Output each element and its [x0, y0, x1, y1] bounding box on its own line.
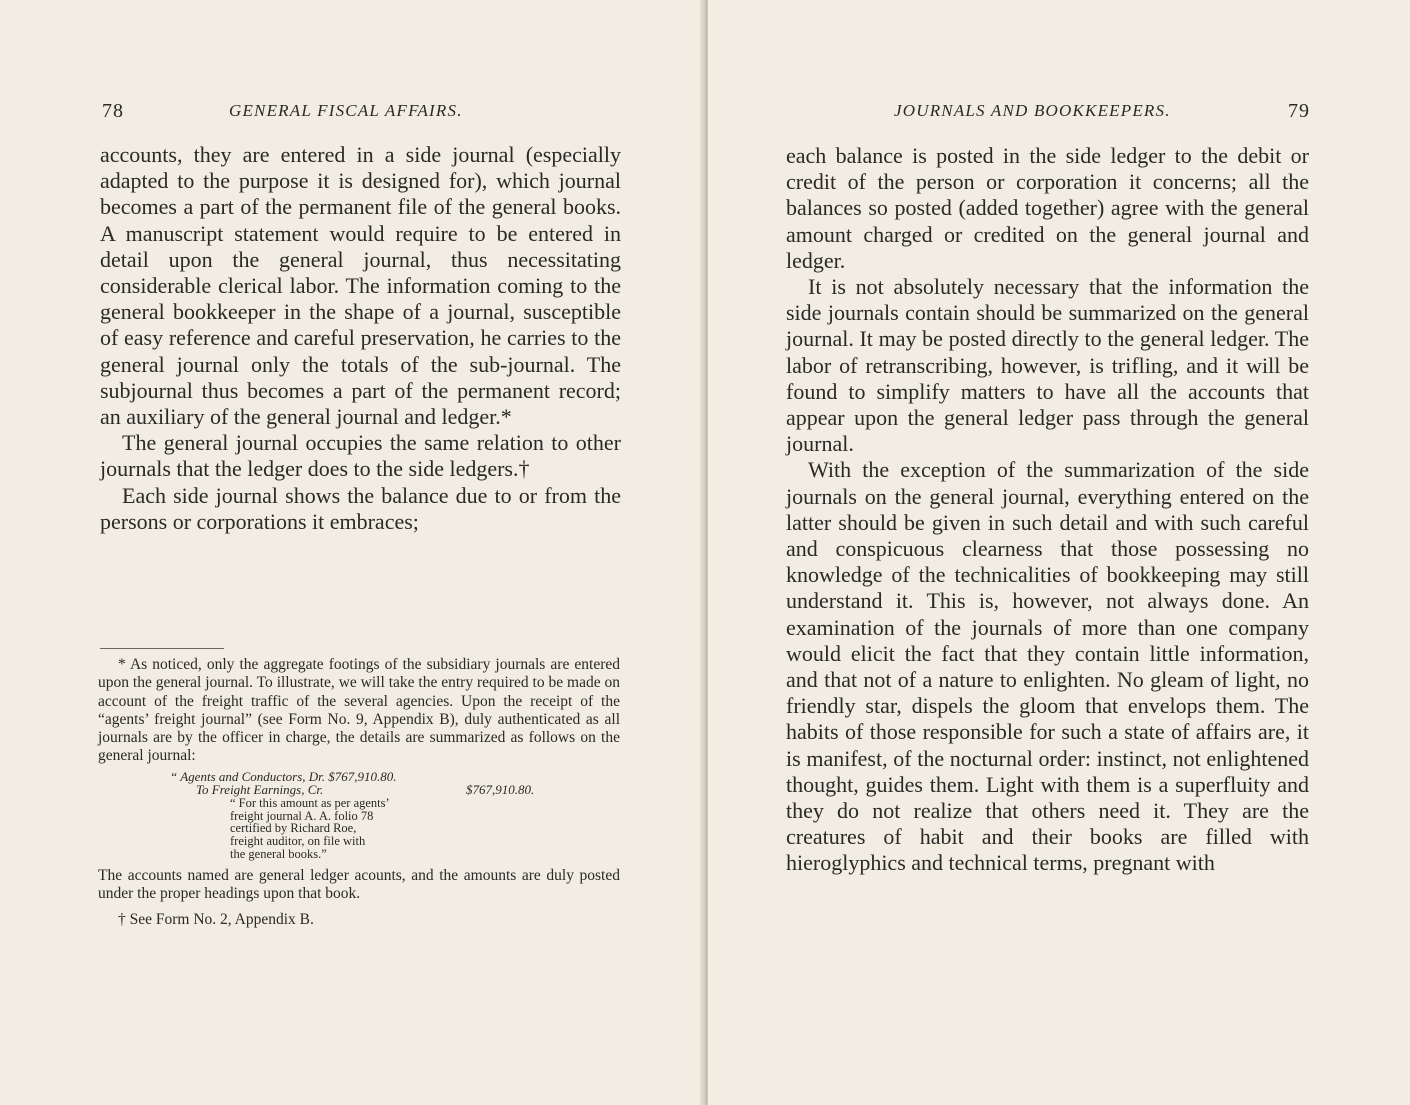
left-page-header: [0, 100, 704, 128]
left-page-number: 78: [102, 100, 124, 122]
footnote-rule: [100, 648, 224, 649]
right-paragraph-2: It is not absolutely necessary that the information the side journals contain should be summarized on the general journal. It may be posted directly to the general ledger. The labor of retranscribing, however, is trifling, and it will be found to simplify matters to have all the accounts that appear upon the general ledger pass through the general journal.: [786, 274, 1309, 457]
right-running-head: JOURNALS AND BOOKKEEPERS.: [894, 101, 1171, 120]
journal-entry-credit-amount: $767,910.80.: [466, 781, 535, 797]
journal-entry-explanation-3: certified by Richard Roe,: [230, 821, 357, 836]
footnote-continuation: The accounts named are general ledger acounts, and the amounts are duly posted under the proper headings upon that book.: [98, 866, 620, 903]
left-paragraph-3: Each side journal shows the balance due to or from the persons or corporations it embraces;: [100, 482, 621, 534]
right-page-number: 79: [1288, 100, 1310, 122]
footnote-star: * As noticed, only the aggregate footings of the subsidiary journals are entered upon the general journal. To illustrate, we will take the entry required to be made on account of the freight traffic of the several agencies. Upon the receipt of the “agents’ freight journal” (see Form No. 9, Appendix B), duly authenticated as all journals are by the officer in charge, the details are summarized as follows on the general journal:: [98, 656, 620, 765]
journal-entry-explanation-4: freight auditor, on file with: [230, 834, 366, 849]
footnotes: [98, 656, 620, 930]
right-page: [708, 0, 1410, 1105]
left-body-text: [100, 142, 621, 535]
journal-entry-credit-line: To Freight Earnings, Cr.: [196, 782, 324, 798]
journal-entry-debit-line: “ Agents and Conductors, Dr. $767,910.80.: [170, 768, 397, 784]
left-page: [0, 0, 704, 1105]
right-body-text: [786, 143, 1309, 877]
left-paragraph-2: The general journal occupies the same relation to other journals that the ledger does to the side ledgers.†: [100, 430, 621, 482]
right-page-header: [708, 100, 1410, 128]
footnote-dagger: † See Form No. 2, Appendix B.: [118, 911, 314, 929]
journal-entry-explanation-5: the general books.”: [230, 846, 327, 861]
right-paragraph-1: each balance is posted in the side ledger to the debit or credit of the person or corporation it concerns; all the balances so posted (added together) agree with the general amount charged or credited on the general journal and ledger.: [786, 143, 1309, 273]
journal-entry-explanation-2: freight journal A. A. folio 78: [230, 808, 374, 823]
left-running-head: GENERAL FISCAL AFFAIRS.: [229, 101, 463, 120]
journal-entry-example: [170, 770, 620, 861]
left-paragraph-1: accounts, they are entered in a side journal (especially adapted to the purpose it is designed for), which journal becomes a part of the permanent file of the general books. A manuscript statement would require to be entered in detail upon the general journal, thus necessitating considerable clerical labor. The information coming to the general bookkeeper in the shape of a journal, susceptible of easy reference and careful preservation, he carries to the general journal only the totals of the sub-journal. The subjournal thus becomes a part of the permanent record; an auxiliary of the general journal and ledger.*: [100, 142, 621, 430]
journal-entry-explanation-1: “ For this amount as per agents’: [230, 795, 390, 810]
right-paragraph-3: With the exception of the summarization of the side journals on the general journal, everything entered on the latter should be given in such detail and with such careful and conspicuous clearness that those possessing no knowledge of the technicalities of bookkeeping may still understand it. This is, however, not always done. An examination of the journals of more than one company would elicit the fact that they contain little information, and that not of a nature to enlighten. No gleam of light, no friendly star, dispels the gloom that envelops them. The habits of those responsible for such a state of affairs are, it is manifest, of the nocturnal order: instinct, not enlightened thought, guides them. Light with them is a superfluity and they do not realize that others need it. They are the creatures of habit and their books are filled with hieroglyphics and technical terms, pregnant with: [786, 457, 1309, 876]
